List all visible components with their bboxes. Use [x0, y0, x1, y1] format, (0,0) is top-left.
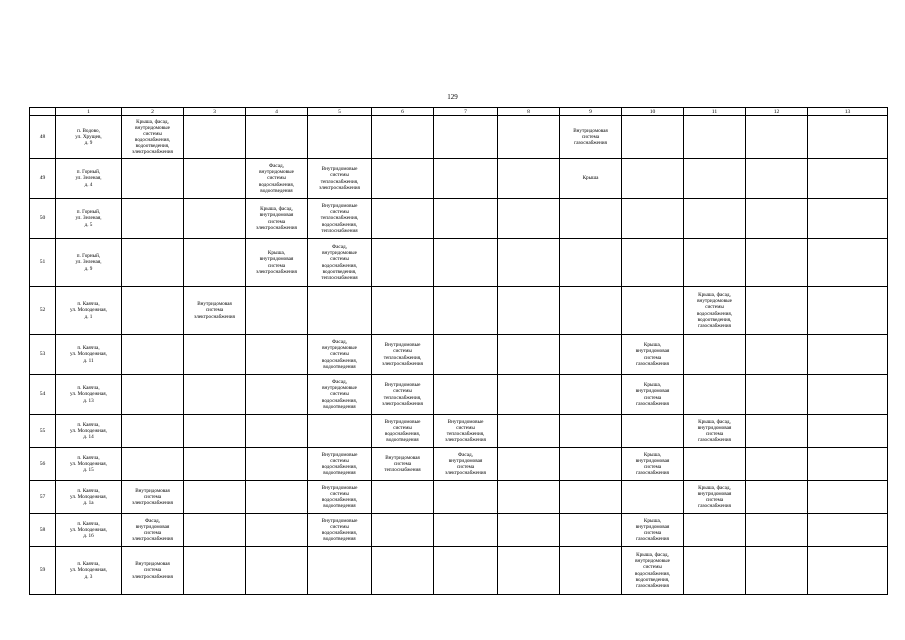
row-number: 49	[30, 159, 56, 199]
work-cell	[184, 448, 246, 481]
work-cell	[746, 239, 808, 287]
work-cell: Крыша, фасад, внутридомовые системы водоснабжения, водоотведения, электроснабжения	[122, 116, 184, 159]
table-row	[30, 239, 888, 287]
column-header: 2	[122, 108, 184, 116]
work-cell	[434, 547, 498, 595]
repair-schedule-table	[29, 107, 888, 595]
work-cell	[498, 159, 560, 199]
work-cell	[434, 287, 498, 335]
work-cell	[808, 335, 888, 375]
table-row	[30, 481, 888, 514]
page-number: 129	[447, 93, 458, 101]
work-cell	[122, 448, 184, 481]
work-cell: Внутридомовая система электроснабжения	[184, 287, 246, 335]
work-cell: Крыша, внутридомовая система газоснабжения	[622, 448, 684, 481]
work-cell: Внутридомовые системы водоснабжения, водоотведения	[372, 415, 434, 448]
work-cell	[372, 481, 434, 514]
work-cell	[622, 239, 684, 287]
work-cell: Внутридомовые системы водоснабжения, водоотведения	[308, 481, 372, 514]
row-number: 53	[30, 335, 56, 375]
work-cell	[560, 514, 622, 547]
row-number: 54	[30, 375, 56, 415]
work-cell: Внутридомовая система электроснабжения	[122, 481, 184, 514]
work-cell	[560, 199, 622, 239]
work-cell	[122, 375, 184, 415]
work-cell	[122, 239, 184, 287]
work-cell	[498, 239, 560, 287]
work-cell	[372, 547, 434, 595]
work-cell: Крыша, фасад, внутридомовые системы водоснабжения, водоотведения, газоснабжения	[622, 547, 684, 595]
work-cell: Крыша, фасад, внутридомовая система газоснабжения	[684, 481, 746, 514]
column-header: 13	[808, 108, 888, 116]
work-cell	[184, 514, 246, 547]
column-header: 12	[746, 108, 808, 116]
table-row	[30, 116, 888, 159]
work-cell: Фасад, внутридомовая система электроснабжения	[122, 514, 184, 547]
work-cell	[498, 335, 560, 375]
work-cell: Крыша	[560, 159, 622, 199]
work-cell	[684, 514, 746, 547]
work-cell	[746, 448, 808, 481]
work-cell: Внутридомовые системы теплоснабжения, электроснабжения	[434, 415, 498, 448]
work-cell	[560, 287, 622, 335]
work-cell	[622, 287, 684, 335]
work-cell	[808, 287, 888, 335]
work-cell	[184, 375, 246, 415]
row-number: 52	[30, 287, 56, 335]
work-cell	[746, 514, 808, 547]
address-cell: п. Горный, ул. Зеленая, д. 4	[56, 159, 122, 199]
column-header: 7	[434, 108, 498, 116]
work-cell: Внутридомовые системы водоснабжения, водоотведения	[308, 514, 372, 547]
work-cell	[746, 547, 808, 595]
work-cell	[434, 481, 498, 514]
work-cell	[246, 547, 308, 595]
work-cell	[122, 159, 184, 199]
work-cell	[184, 415, 246, 448]
work-cell	[684, 547, 746, 595]
work-cell	[808, 199, 888, 239]
work-cell	[560, 415, 622, 448]
work-cell	[684, 335, 746, 375]
work-cell: Внутридомовые системы водоснабжения, водоотведения	[308, 448, 372, 481]
work-cell	[746, 335, 808, 375]
work-cell	[746, 375, 808, 415]
address-cell: п. Водово, ул. Хрущев, д. 9	[56, 116, 122, 159]
work-cell	[808, 547, 888, 595]
work-cell: Крыша, внутридомовая система газоснабжения	[622, 335, 684, 375]
work-cell	[808, 448, 888, 481]
work-cell: Внутридомовые системы теплоснабжения, водоснабжения, теплоснабжения	[308, 199, 372, 239]
table-row	[30, 514, 888, 547]
work-cell	[684, 375, 746, 415]
address-cell: п. Горный, ул. Зеленая, д. 9	[56, 239, 122, 287]
work-cell	[498, 199, 560, 239]
work-cell	[434, 514, 498, 547]
work-cell	[372, 159, 434, 199]
table-row	[30, 159, 888, 199]
work-cell: Внутридомовая система теплоснабжения	[372, 448, 434, 481]
work-cell	[122, 287, 184, 335]
table-row	[30, 199, 888, 239]
column-header: 1	[56, 108, 122, 116]
work-cell	[498, 116, 560, 159]
work-cell	[308, 547, 372, 595]
work-cell	[498, 547, 560, 595]
work-cell	[372, 199, 434, 239]
address-cell: п. Каячча, ул. Молодежная, д. 11	[56, 335, 122, 375]
work-cell	[684, 448, 746, 481]
work-cell	[808, 116, 888, 159]
table-row	[30, 448, 888, 481]
work-cell	[184, 199, 246, 239]
work-cell	[184, 239, 246, 287]
work-cell: Крыша, фасад, внутридомовая система электроснабжения	[246, 199, 308, 239]
work-cell	[246, 481, 308, 514]
work-cell	[622, 199, 684, 239]
work-cell	[498, 415, 560, 448]
work-cell	[684, 239, 746, 287]
work-cell	[498, 375, 560, 415]
work-cell	[622, 116, 684, 159]
work-cell: Фасад, внутридомовые системы водоснабжения, водоотведения	[308, 375, 372, 415]
work-cell	[246, 335, 308, 375]
work-cell	[808, 481, 888, 514]
column-header-spacer	[30, 108, 56, 116]
work-cell	[184, 116, 246, 159]
work-cell	[622, 415, 684, 448]
row-number: 59	[30, 547, 56, 595]
work-cell: Крыша, внутридомовая система газоснабжения	[622, 375, 684, 415]
work-cell	[184, 335, 246, 375]
work-cell	[498, 514, 560, 547]
work-cell	[434, 239, 498, 287]
work-cell	[746, 415, 808, 448]
work-cell	[746, 287, 808, 335]
work-cell	[498, 481, 560, 514]
work-cell	[560, 375, 622, 415]
work-cell: Фасад, внутридомовые системы водоснабжения, водоотведения	[308, 335, 372, 375]
work-cell	[434, 116, 498, 159]
work-cell	[498, 448, 560, 481]
work-cell	[434, 335, 498, 375]
address-cell: п. Горный, ул. Зеленая, д. 5	[56, 199, 122, 239]
column-header: 5	[308, 108, 372, 116]
table-row	[30, 287, 888, 335]
column-header: 9	[560, 108, 622, 116]
row-number: 58	[30, 514, 56, 547]
table-row	[30, 375, 888, 415]
column-header: 4	[246, 108, 308, 116]
address-cell: п. Каячча, ул. Молодежная, д. 13	[56, 375, 122, 415]
column-header: 8	[498, 108, 560, 116]
row-number: 56	[30, 448, 56, 481]
work-cell	[122, 335, 184, 375]
work-cell	[560, 239, 622, 287]
work-cell	[622, 481, 684, 514]
work-cell: Внутридомовая система электроснабжения	[122, 547, 184, 595]
work-cell	[808, 159, 888, 199]
column-header: 3	[184, 108, 246, 116]
work-cell	[246, 375, 308, 415]
work-cell	[808, 514, 888, 547]
work-cell	[808, 415, 888, 448]
work-cell	[246, 287, 308, 335]
row-number: 55	[30, 415, 56, 448]
work-cell	[246, 116, 308, 159]
work-cell	[684, 199, 746, 239]
work-cell	[372, 514, 434, 547]
work-cell: Внутридомовые системы теплоснабжения, электроснабжения	[372, 375, 434, 415]
address-cell: п. Каячча, ул. Молодежная, д. 1а	[56, 481, 122, 514]
column-header: 11	[684, 108, 746, 116]
work-cell: Внутридомовая система газоснабжения	[560, 116, 622, 159]
work-cell: Крыша, внутридомовая система электроснабжения	[246, 239, 308, 287]
work-cell	[122, 415, 184, 448]
work-cell: Крыша, внутридомовая система газоснабжения	[622, 514, 684, 547]
work-cell	[372, 116, 434, 159]
table-row	[30, 335, 888, 375]
work-cell	[498, 287, 560, 335]
table-row	[30, 415, 888, 448]
work-cell	[372, 287, 434, 335]
address-cell: п. Каячча, ул. Молодежная, д. 15	[56, 448, 122, 481]
work-cell: Внутридомовые системы теплоснабжения, электроснабжения	[308, 159, 372, 199]
work-cell	[746, 159, 808, 199]
row-number: 57	[30, 481, 56, 514]
work-cell	[246, 415, 308, 448]
work-cell	[560, 547, 622, 595]
work-cell	[560, 448, 622, 481]
header-row	[30, 108, 888, 116]
work-cell	[560, 481, 622, 514]
work-cell	[684, 159, 746, 199]
work-cell	[746, 116, 808, 159]
work-cell	[122, 199, 184, 239]
work-cell	[184, 159, 246, 199]
work-cell	[434, 199, 498, 239]
work-cell	[746, 199, 808, 239]
work-cell	[246, 448, 308, 481]
work-cell: Внутридомовые системы теплоснабжения, электроснабжения	[372, 335, 434, 375]
column-header: 6	[372, 108, 434, 116]
address-cell: п. Каячча, ул. Молодежная, д. 3	[56, 547, 122, 595]
work-cell	[246, 514, 308, 547]
work-cell	[184, 481, 246, 514]
work-cell	[434, 375, 498, 415]
work-cell	[808, 239, 888, 287]
column-header: 10	[622, 108, 684, 116]
work-cell	[308, 415, 372, 448]
work-cell	[808, 375, 888, 415]
work-cell	[308, 116, 372, 159]
work-cell	[622, 159, 684, 199]
work-cell	[684, 116, 746, 159]
address-cell: п. Каячча, ул. Молодежная, д. 1	[56, 287, 122, 335]
work-cell: Фасад, внутридомовая система электроснабжения	[434, 448, 498, 481]
work-cell	[746, 481, 808, 514]
work-cell	[308, 287, 372, 335]
address-cell: п. Каячча, ул. Молодежная, д. 16	[56, 514, 122, 547]
table-row	[30, 547, 888, 595]
work-cell	[434, 159, 498, 199]
work-cell: Фасад, внутридомовые системы водоснабжения, водоотведения, теплоснабжения	[308, 239, 372, 287]
row-number: 48	[30, 116, 56, 159]
address-cell: п. Каячча, ул. Молодежная, д. 14	[56, 415, 122, 448]
row-number: 50	[30, 199, 56, 239]
work-cell	[560, 335, 622, 375]
row-number: 51	[30, 239, 56, 287]
work-cell: Крыша, фасад, внутридомовая система газоснабжения	[684, 415, 746, 448]
work-cell	[372, 239, 434, 287]
work-cell: Крыша, фасад, внутридомовые системы водоснабжения, водоотведения, газоснабжения	[684, 287, 746, 335]
work-cell: Фасад, внутридомовые системы водоснабжения, водоотведения	[246, 159, 308, 199]
work-cell	[184, 547, 246, 595]
